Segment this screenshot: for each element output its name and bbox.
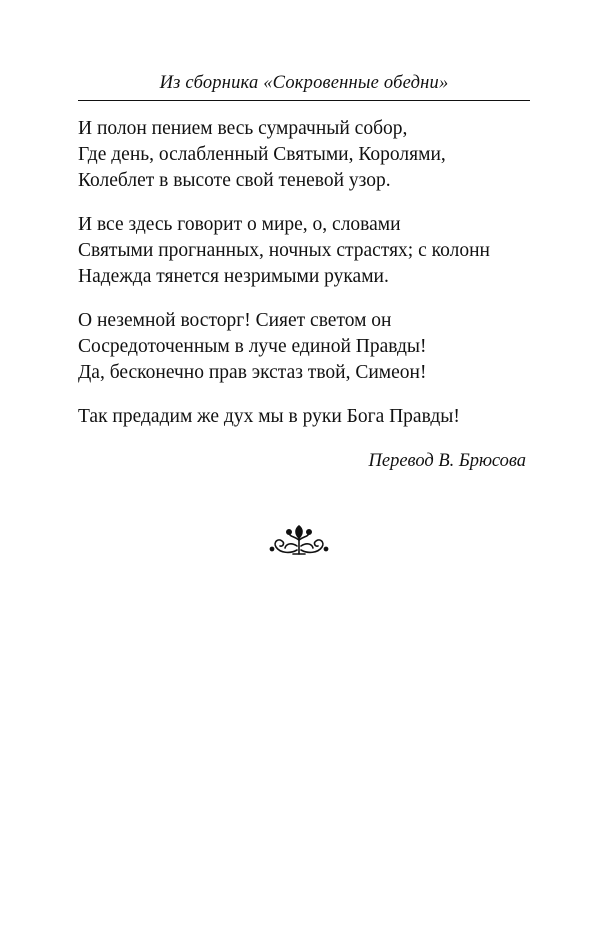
poem-line: Надежда тянется незримыми руками. — [78, 266, 389, 287]
poem-line: Святыми прогнанных, ночных страстях; с колонн — [78, 240, 490, 261]
poem-line: Да, бесконечно прав экстаз твой, Симеон! — [78, 362, 427, 383]
poem-line: Где день, ослабленный Святыми, Королями, — [78, 144, 446, 165]
floral-vignette-icon — [268, 524, 330, 556]
poem-line: Сосредоточенным в луче единой Правды! — [78, 336, 427, 357]
stanza-2 — [78, 212, 538, 290]
poem-line: Так предадим же дух мы в руки Бога Правды! — [78, 406, 460, 427]
header-rule — [78, 100, 530, 101]
stanza-3 — [78, 308, 538, 386]
translator-attribution: Перевод В. Брюсова — [368, 451, 526, 471]
stanza-1 — [78, 116, 538, 194]
poem-line: И полон пением весь сумрачный собор, — [78, 118, 408, 139]
poem-line: Колеблет в высоте свой теневой узор. — [78, 170, 391, 191]
poem-line: И все здесь говорит о мире, о, словами — [78, 214, 401, 235]
stanza-4 — [78, 404, 538, 430]
poem-line: О неземной восторг! Сияет светом он — [78, 310, 392, 331]
poem — [78, 116, 538, 448]
running-head: Из сборника «Сокровенные обедни» — [159, 73, 449, 93]
